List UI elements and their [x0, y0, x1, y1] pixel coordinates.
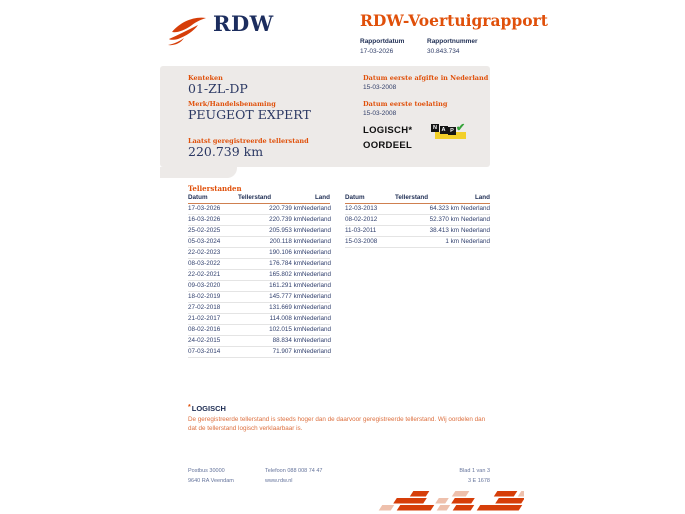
report-date: [360, 38, 404, 55]
cell-tellerstand: 161.291 km: [269, 282, 302, 289]
cell-tellerstand: 88.834 km: [272, 337, 302, 344]
cell-land: Nederland: [302, 271, 332, 278]
cell-land: Nederland: [302, 293, 332, 300]
cell-datum: 05-03-2024: [188, 238, 221, 245]
cell-datum: 21-02-2017: [188, 315, 221, 322]
eerste-afgifte-label: Datum eerste afgifte in Nederland: [363, 74, 489, 82]
cell-land: Nederland: [460, 216, 490, 223]
footer-website: www.rdw.nl: [265, 478, 293, 484]
eerste-toelating-value: 15-03-2008: [363, 110, 397, 117]
cell-land: Nederland: [302, 348, 332, 355]
cell-tellerstand: 1 km: [445, 238, 459, 245]
table-row: [345, 215, 490, 226]
cell-datum: 07-03-2014: [188, 348, 221, 355]
nap-letter-p: P: [448, 127, 456, 135]
footer-address: [188, 466, 234, 486]
cell-land: Nederland: [302, 216, 332, 223]
cell-tellerstand: 131.669 km: [269, 304, 302, 311]
table-row: [188, 259, 330, 270]
cell-datum: 22-02-2023: [188, 249, 221, 256]
nap-check-icon: ✔: [456, 122, 466, 134]
cell-land: Nederland: [460, 238, 490, 245]
table-row: [188, 292, 330, 303]
cell-land: Nederland: [302, 205, 332, 212]
page-title: RDW-Voertuigrapport: [360, 11, 548, 30]
report-date-label: Rapportdatum: [360, 38, 405, 45]
cell-datum: 08-03-2022: [188, 260, 221, 267]
col-land: Land: [314, 194, 330, 201]
oordeel-line2: OORDEEL: [363, 140, 413, 151]
table-header: [345, 194, 490, 204]
cell-datum: 15-03-2008: [345, 238, 378, 245]
table-body: [345, 204, 490, 248]
table-row: [188, 270, 330, 281]
table-row: [188, 347, 330, 358]
report-number-label: Rapportnummer: [427, 38, 478, 45]
oordeel-text: [363, 123, 412, 153]
table-row: [188, 248, 330, 259]
cell-datum: 08-02-2012: [345, 216, 378, 223]
cell-tellerstand: 114.008 km: [269, 315, 302, 322]
footer-page-number: Blad 1 van 3: [459, 468, 490, 474]
cell-datum: 27-02-2018: [188, 304, 221, 311]
table-row: [188, 281, 330, 292]
table-row: [188, 336, 330, 347]
cell-tellerstand: 220.739 km: [269, 216, 302, 223]
laatste-tellerstand-label: Laatst geregistreerde tellerstand: [188, 137, 309, 145]
table-row: [188, 303, 330, 314]
cell-datum: 08-02-2016: [188, 326, 221, 333]
footer-contact: [265, 466, 323, 486]
laatste-tellerstand-value: 220.739 km: [188, 144, 264, 159]
cell-land: Nederland: [302, 304, 332, 311]
cell-datum: 17-03-2026: [188, 205, 221, 212]
oordeel-line1: LOGISCH*: [363, 125, 413, 136]
eerste-toelating-label: Datum eerste toelating: [363, 100, 448, 108]
cell-datum: 18-02-2019: [188, 293, 221, 300]
cell-tellerstand: 52.370 km: [429, 216, 459, 223]
footnote-asterisk: *: [188, 404, 191, 411]
footer-telefoon: Telefoon 088 008 74 47: [265, 468, 323, 474]
table-row: [188, 314, 330, 325]
cell-land: Nederland: [302, 315, 332, 322]
cell-tellerstand: 200.118 km: [269, 238, 302, 245]
cell-tellerstand: 190.106 km: [269, 249, 302, 256]
cell-datum: 16-03-2026: [188, 216, 221, 223]
cell-datum: 11-03-2011: [345, 227, 377, 234]
table-row: [345, 226, 490, 237]
cell-tellerstand: 176.784 km: [269, 260, 302, 267]
nap-letter-a: A: [440, 126, 448, 134]
eerste-afgifte-value: 15-03-2008: [363, 84, 397, 91]
rdw-bird-logo-icon: [166, 12, 210, 48]
nap-letter-n: N: [431, 124, 439, 132]
footer-postbus: Postbus 30000: [188, 468, 225, 474]
footnote-title: LOGISCH: [191, 404, 226, 413]
cell-tellerstand: 102.015 km: [269, 326, 302, 333]
cell-tellerstand: 38.413 km: [429, 227, 459, 234]
footer-form-code: 3 E 1678: [467, 478, 490, 484]
cell-datum: 12-03-2013: [345, 205, 378, 212]
table-row: [345, 204, 490, 215]
footnote-heading: [188, 404, 226, 413]
footnote-text: De geregistreerde tellerstand is steeds hoger dan de daarvoor geregistreerde tellerstand. Wij oordelen dan dat de tellerstand logisch verklaarbaar is.: [188, 416, 486, 432]
vehicle-summary-panel-tab: [160, 167, 237, 178]
col-datum: Datum: [188, 194, 208, 201]
rdw-stripes-graphic: [372, 490, 524, 512]
cell-tellerstand: 71.907 km: [272, 348, 302, 355]
col-tellerstand: Tellerstand: [395, 194, 429, 201]
cell-datum: 25-02-2025: [188, 227, 221, 234]
table-header: [188, 194, 330, 204]
kenteken-value: 01-ZL-DP: [188, 81, 248, 96]
cell-land: Nederland: [302, 227, 332, 234]
tellerstanden-title: Tellerstanden: [188, 184, 242, 193]
table-row: [188, 325, 330, 336]
cell-land: Nederland: [302, 249, 332, 256]
kenteken-label: Kenteken: [188, 74, 223, 82]
table-body: [188, 204, 330, 358]
col-land: Land: [474, 194, 490, 201]
tellerstanden-table-left: [188, 194, 330, 358]
report-number: [427, 38, 478, 55]
cell-tellerstand: 220.739 km: [269, 205, 302, 212]
table-row: [345, 237, 490, 248]
table-row: [188, 226, 330, 237]
merk-value: PEUGEOT EXPERT: [188, 107, 311, 122]
table-row: [188, 215, 330, 226]
col-tellerstand: Tellerstand: [238, 194, 272, 201]
cell-datum: 09-03-2020: [188, 282, 221, 289]
cell-land: Nederland: [302, 282, 332, 289]
cell-land: Nederland: [302, 238, 332, 245]
merk-label: Merk/Handelsbenaming: [188, 100, 276, 108]
footer-plaats: 9640 RA Veendam: [188, 478, 234, 484]
cell-land: Nederland: [302, 260, 332, 267]
cell-tellerstand: 145.777 km: [269, 293, 302, 300]
nap-logo: [431, 124, 471, 141]
report-date-value: 17-03-2026: [360, 48, 394, 55]
table-row: [188, 204, 330, 215]
col-datum: Datum: [345, 194, 365, 201]
footer-pageinfo: [410, 466, 490, 486]
rdw-wordmark: RDW: [213, 11, 274, 36]
cell-datum: 24-02-2015: [188, 337, 221, 344]
cell-land: Nederland: [460, 227, 490, 234]
report-number-value: 30.843.734: [427, 48, 460, 55]
tellerstanden-table-right: [345, 194, 490, 248]
cell-land: Nederland: [460, 205, 490, 212]
cell-tellerstand: 64.323 km: [429, 205, 459, 212]
cell-datum: 22-02-2021: [188, 271, 221, 278]
cell-land: Nederland: [302, 337, 332, 344]
cell-land: Nederland: [302, 326, 332, 333]
cell-tellerstand: 205.953 km: [269, 227, 302, 234]
cell-tellerstand: 165.802 km: [269, 271, 302, 278]
table-row: [188, 237, 330, 248]
